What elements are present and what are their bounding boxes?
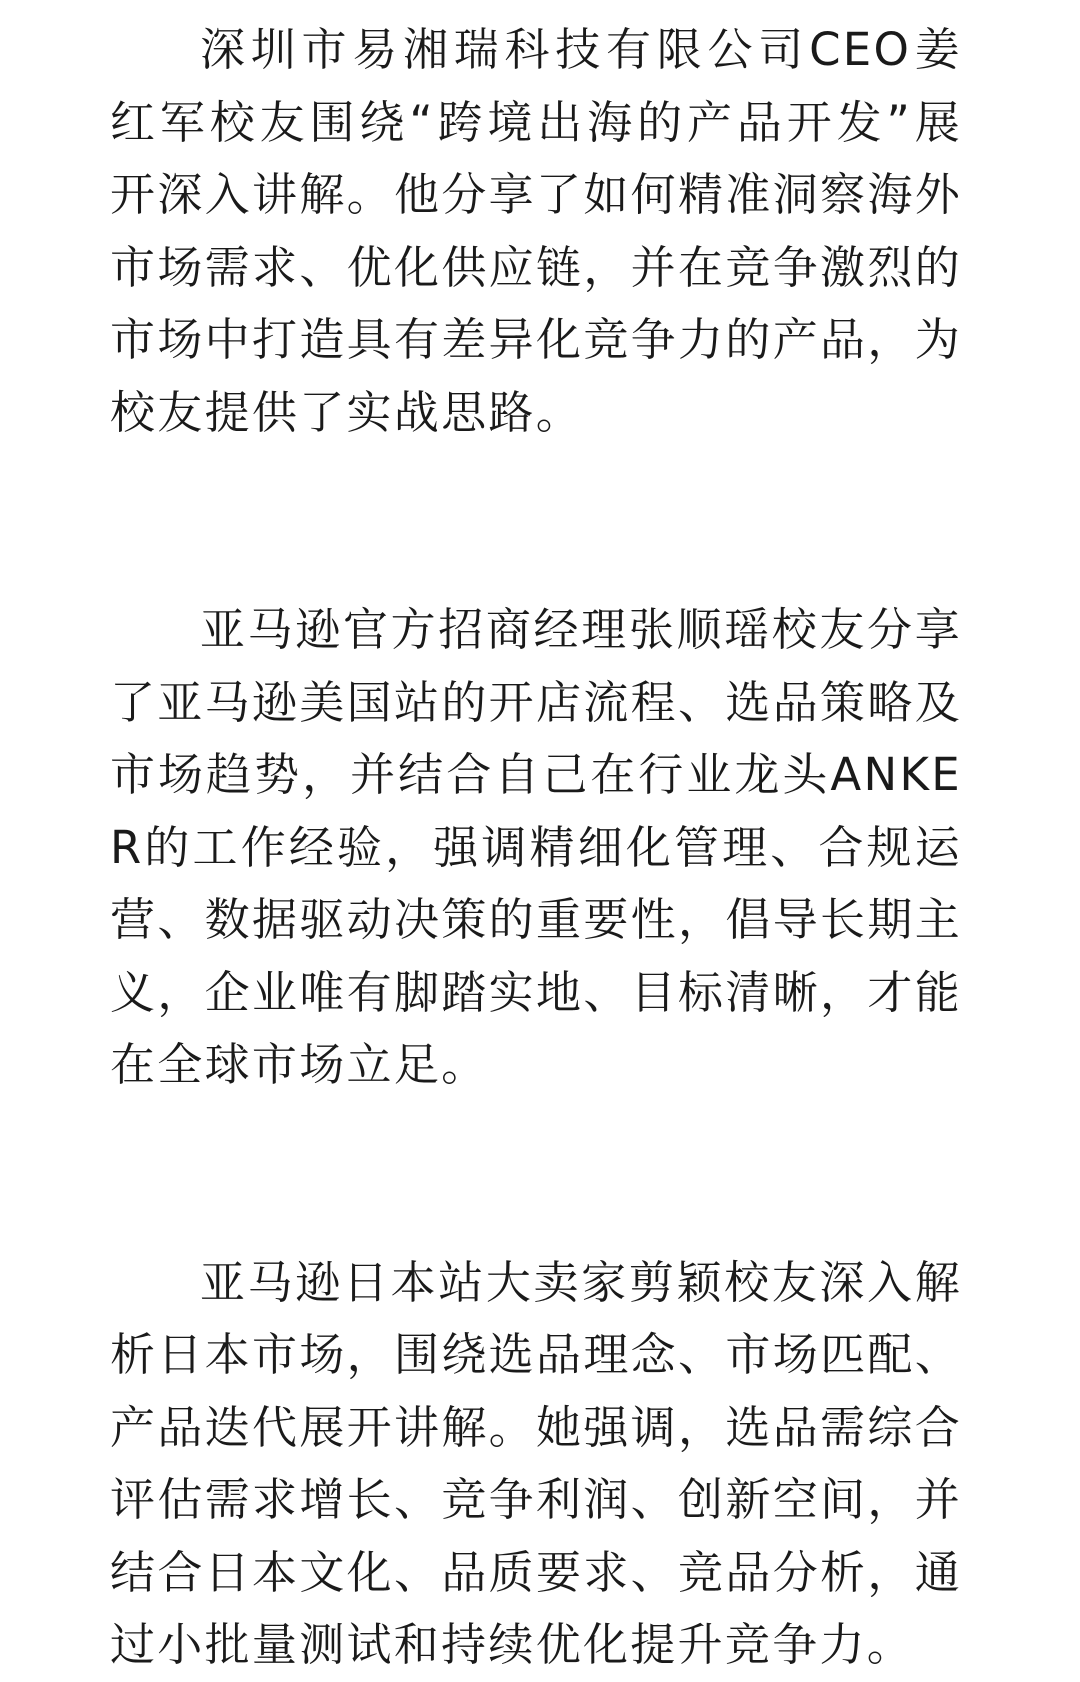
article-body [110, 14, 962, 1682]
paragraph-amazon-us-manager: 亚马逊官方招商经理张顺瑶校友分享了亚马逊美国站的开店流程、选品策略及市场趋势，并结合自己在行业龙头ANKER的工作经验，强调精细化管理、合规运营、数据驱动决策的重要性，倡导长期主义，企业唯有脚踏实地、目标清晰，才能在全球市场立足。 [110, 603, 962, 1091]
paragraph-amazon-japan-seller: 亚马逊日本站大卖家剪颖校友深入解析日本市场，围绕选品理念、市场匹配、产品迭代展开讲解。她强调，选品需综合评估需求增长、竞争利润、创新空间，并结合日本文化、品质要求、竞品分析，通过小批量测试和持续优化提升竞争力。 [110, 1255, 962, 1671]
paragraph-ceo-product-development: 深圳市易湘瑞科技有限公司CEO姜红军校友围绕“跨境出海的产品开发”展开深入讲解。他分享了如何精准洞察海外市场需求、优化供应链，并在竞争激烈的市场中打造具有差异化竞争力的产品，为校友提供了实战思路。 [110, 23, 962, 439]
